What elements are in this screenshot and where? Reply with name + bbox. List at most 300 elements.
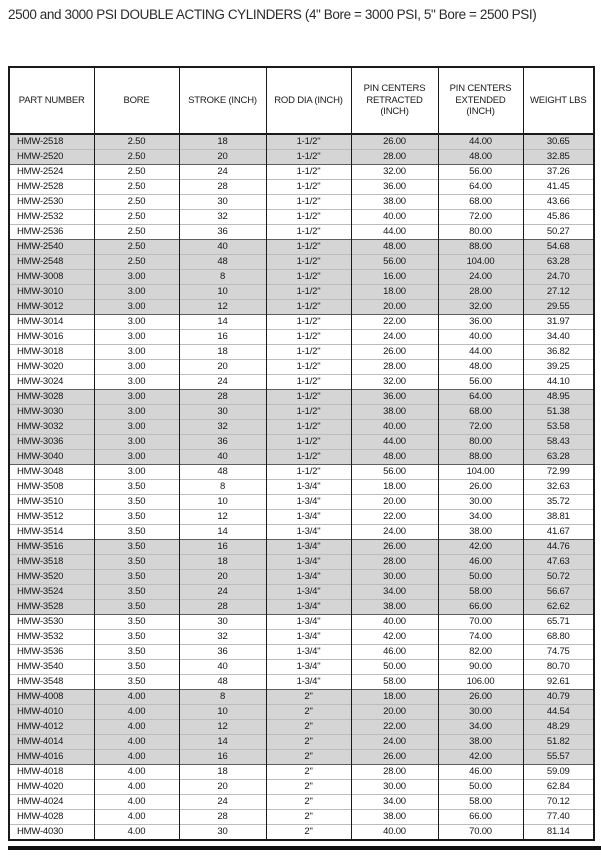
- column-header: WEIGHT LBS: [523, 67, 594, 134]
- table-cell: 34.00: [438, 720, 523, 735]
- table-cell: 32.85: [523, 150, 594, 165]
- table-cell: 1-1/2": [266, 330, 351, 345]
- table-cell: 26.00: [351, 134, 438, 150]
- table-cell: 3.00: [94, 300, 179, 315]
- table-cell: 2.50: [94, 134, 179, 150]
- part-number-cell: HMW-3010: [9, 285, 94, 300]
- table-cell: 44.00: [351, 225, 438, 240]
- table-cell: 48.00: [351, 450, 438, 465]
- table-cell: 4.00: [94, 690, 179, 705]
- table-cell: 1-1/2": [266, 255, 351, 270]
- table-cell: 4.00: [94, 735, 179, 750]
- table-cell: 43.66: [523, 195, 594, 210]
- table-cell: 10: [179, 705, 266, 720]
- table-cell: 59.09: [523, 765, 594, 780]
- column-header: PIN CENTERS EXTENDED (INCH): [438, 67, 523, 134]
- table-cell: 8: [179, 270, 266, 285]
- table-cell: 3.50: [94, 660, 179, 675]
- table-cell: 28.00: [351, 765, 438, 780]
- table-cell: 64.00: [438, 180, 523, 195]
- table-cell: 1-1/2": [266, 405, 351, 420]
- table-cell: 22.00: [351, 315, 438, 330]
- table-cell: 24: [179, 585, 266, 600]
- table-cell: 12: [179, 720, 266, 735]
- part-number-cell: HMW-4020: [9, 780, 94, 795]
- table-cell: 50.27: [523, 225, 594, 240]
- table-cell: 48: [179, 255, 266, 270]
- table-cell: 18: [179, 134, 266, 150]
- table-cell: 1-1/2": [266, 134, 351, 150]
- table-cell: 77.40: [523, 810, 594, 825]
- table-cell: 66.00: [438, 600, 523, 615]
- table-cell: 20.00: [351, 705, 438, 720]
- part-number-cell: HMW-2524: [9, 165, 94, 180]
- table-cell: 32.00: [351, 375, 438, 390]
- table-cell: 20: [179, 570, 266, 585]
- table-cell: 72.00: [438, 210, 523, 225]
- part-number-cell: HMW-4008: [9, 690, 94, 705]
- table-row: [9, 825, 594, 841]
- table-cell: 24.00: [351, 735, 438, 750]
- table-cell: 22.00: [351, 510, 438, 525]
- table-cell: 1-3/4": [266, 510, 351, 525]
- table-cell: 1-1/2": [266, 225, 351, 240]
- table-cell: 37.26: [523, 165, 594, 180]
- table-cell: 2.50: [94, 165, 179, 180]
- table-cell: 48.00: [438, 360, 523, 375]
- table-cell: 54.68: [523, 240, 594, 255]
- part-number-cell: HMW-3008: [9, 270, 94, 285]
- table-cell: 1-1/2": [266, 180, 351, 195]
- table-cell: 2": [266, 735, 351, 750]
- table-cell: 18.00: [351, 285, 438, 300]
- part-number-cell: HMW-3012: [9, 300, 94, 315]
- table-row: [9, 780, 594, 795]
- table-cell: 34.40: [523, 330, 594, 345]
- part-number-cell: HMW-3020: [9, 360, 94, 375]
- table-cell: 70.00: [438, 615, 523, 630]
- table-cell: 48.29: [523, 720, 594, 735]
- table-cell: 2": [266, 810, 351, 825]
- table-cell: 30.00: [438, 705, 523, 720]
- table-cell: 3.50: [94, 675, 179, 690]
- table-cell: 34.00: [351, 795, 438, 810]
- table-cell: 44.00: [438, 134, 523, 150]
- part-number-cell: HMW-2532: [9, 210, 94, 225]
- table-cell: 28: [179, 600, 266, 615]
- part-number-cell: HMW-3032: [9, 420, 94, 435]
- cylinder-spec-table: [8, 66, 595, 841]
- part-number-cell: HMW-3528: [9, 600, 94, 615]
- table-cell: 28.00: [351, 150, 438, 165]
- table-cell: 42.00: [438, 540, 523, 555]
- table-cell: 4.00: [94, 705, 179, 720]
- table-cell: 56.00: [351, 255, 438, 270]
- table-cell: 10: [179, 285, 266, 300]
- table-cell: 88.00: [438, 240, 523, 255]
- table-cell: 3.00: [94, 390, 179, 405]
- part-number-cell: HMW-3520: [9, 570, 94, 585]
- table-cell: 32.63: [523, 480, 594, 495]
- table-cell: 18: [179, 765, 266, 780]
- table-row: [9, 150, 594, 165]
- table-cell: 56.00: [438, 165, 523, 180]
- table-cell: 1-1/2": [266, 300, 351, 315]
- part-number-cell: HMW-3514: [9, 525, 94, 540]
- table-cell: 36.00: [351, 390, 438, 405]
- table-cell: 26.00: [351, 345, 438, 360]
- table-cell: 92.61: [523, 675, 594, 690]
- table-cell: 32: [179, 420, 266, 435]
- table-cell: 3.00: [94, 435, 179, 450]
- table-cell: 32.00: [438, 300, 523, 315]
- table-cell: 16.00: [351, 270, 438, 285]
- column-header: STROKE (INCH): [179, 67, 266, 134]
- table-cell: 4.00: [94, 810, 179, 825]
- table-cell: 39.25: [523, 360, 594, 375]
- table-row: [9, 315, 594, 330]
- table-cell: 106.00: [438, 675, 523, 690]
- table-cell: 4.00: [94, 720, 179, 735]
- table-cell: 3.50: [94, 600, 179, 615]
- table-row: [9, 615, 594, 630]
- part-number-cell: HMW-4024: [9, 795, 94, 810]
- table-cell: 2": [266, 765, 351, 780]
- table-cell: 28.00: [351, 360, 438, 375]
- part-number-cell: HMW-2536: [9, 225, 94, 240]
- table-cell: 40: [179, 240, 266, 255]
- table-cell: 1-1/2": [266, 150, 351, 165]
- table-cell: 4.00: [94, 795, 179, 810]
- table-cell: 22.00: [351, 720, 438, 735]
- table-cell: 3.00: [94, 270, 179, 285]
- table-cell: 50.00: [438, 570, 523, 585]
- table-cell: 24: [179, 375, 266, 390]
- part-number-cell: HMW-3508: [9, 480, 94, 495]
- table-row: [9, 510, 594, 525]
- table-cell: 36.00: [351, 180, 438, 195]
- table-cell: 3.00: [94, 330, 179, 345]
- table-cell: 3.00: [94, 360, 179, 375]
- part-number-cell: HMW-4030: [9, 825, 94, 841]
- table-cell: 2": [266, 825, 351, 841]
- table-cell: 3.00: [94, 375, 179, 390]
- table-cell: 40.00: [351, 420, 438, 435]
- table-cell: 16: [179, 750, 266, 765]
- table-cell: 44.76: [523, 540, 594, 555]
- bottom-rule: [8, 846, 601, 850]
- table-cell: 2.50: [94, 255, 179, 270]
- table-row: [9, 210, 594, 225]
- table-row: [9, 585, 594, 600]
- page-title: 2500 and 3000 PSI DOUBLE ACTING CYLINDERS (4" Bore = 3000 PSI, 5" Bore = 2500 PSI): [8, 7, 537, 22]
- table-cell: 44.10: [523, 375, 594, 390]
- table-cell: 2": [266, 720, 351, 735]
- table-cell: 68.00: [438, 195, 523, 210]
- table-cell: 3.50: [94, 555, 179, 570]
- table-cell: 3.50: [94, 585, 179, 600]
- table-cell: 3.50: [94, 525, 179, 540]
- table-cell: 53.58: [523, 420, 594, 435]
- table-cell: 44.00: [351, 435, 438, 450]
- table-row: [9, 705, 594, 720]
- table-cell: 1-1/2": [266, 465, 351, 480]
- part-number-cell: HMW-2520: [9, 150, 94, 165]
- table-cell: 3.50: [94, 495, 179, 510]
- table-cell: 42.00: [351, 630, 438, 645]
- table-row: [9, 240, 594, 255]
- part-number-cell: HMW-4018: [9, 765, 94, 780]
- table-row: [9, 390, 594, 405]
- table-cell: 88.00: [438, 450, 523, 465]
- table-cell: 34.00: [351, 585, 438, 600]
- table-cell: 1-3/4": [266, 645, 351, 660]
- table-cell: 28.00: [438, 285, 523, 300]
- column-header: ROD DIA (INCH): [266, 67, 351, 134]
- table-cell: 28: [179, 390, 266, 405]
- part-number-cell: HMW-3014: [9, 315, 94, 330]
- table-cell: 1-3/4": [266, 540, 351, 555]
- table-cell: 74.00: [438, 630, 523, 645]
- table-cell: 70.00: [438, 825, 523, 841]
- table-cell: 56.00: [351, 465, 438, 480]
- table-cell: 40.00: [351, 615, 438, 630]
- table-cell: 1-1/2": [266, 270, 351, 285]
- table-cell: 18.00: [351, 480, 438, 495]
- table-cell: 3.00: [94, 450, 179, 465]
- table-cell: 18.00: [351, 690, 438, 705]
- part-number-cell: HMW-4010: [9, 705, 94, 720]
- table-cell: 14: [179, 735, 266, 750]
- part-number-cell: HMW-3024: [9, 375, 94, 390]
- table-cell: 74.75: [523, 645, 594, 660]
- table-cell: 58.00: [351, 675, 438, 690]
- table-cell: 2.50: [94, 210, 179, 225]
- table-cell: 26.00: [351, 540, 438, 555]
- table-cell: 1-3/4": [266, 615, 351, 630]
- table-cell: 2": [266, 780, 351, 795]
- table-cell: 4.00: [94, 765, 179, 780]
- table-cell: 20: [179, 780, 266, 795]
- part-number-cell: HMW-3048: [9, 465, 94, 480]
- table-row: [9, 600, 594, 615]
- table-cell: 2": [266, 795, 351, 810]
- table-cell: 62.62: [523, 600, 594, 615]
- table-row: [9, 465, 594, 480]
- part-number-cell: HMW-3018: [9, 345, 94, 360]
- table-row: [9, 570, 594, 585]
- table-cell: 50.00: [438, 780, 523, 795]
- table-cell: 90.00: [438, 660, 523, 675]
- table-row: [9, 165, 594, 180]
- table-row: [9, 420, 594, 435]
- part-number-cell: HMW-3036: [9, 435, 94, 450]
- table-cell: 36: [179, 225, 266, 240]
- table-cell: 1-1/2": [266, 210, 351, 225]
- table-cell: 18: [179, 555, 266, 570]
- table-row: [9, 375, 594, 390]
- table-cell: 2.50: [94, 180, 179, 195]
- table-cell: 2.50: [94, 150, 179, 165]
- table-cell: 26.00: [438, 690, 523, 705]
- table-cell: 82.00: [438, 645, 523, 660]
- table-cell: 1-1/2": [266, 240, 351, 255]
- table-cell: 30.65: [523, 134, 594, 150]
- table-row: [9, 660, 594, 675]
- table-cell: 56.67: [523, 585, 594, 600]
- table-cell: 48.00: [351, 240, 438, 255]
- table-cell: 28: [179, 180, 266, 195]
- table-cell: 63.28: [523, 450, 594, 465]
- table-row: [9, 195, 594, 210]
- table-cell: 38.00: [351, 405, 438, 420]
- table-cell: 1-1/2": [266, 345, 351, 360]
- table-row: [9, 480, 594, 495]
- table-cell: 104.00: [438, 465, 523, 480]
- table-cell: 28: [179, 810, 266, 825]
- table-row: [9, 810, 594, 825]
- table-cell: 1-3/4": [266, 600, 351, 615]
- column-header: BORE: [94, 67, 179, 134]
- part-number-cell: HMW-3536: [9, 645, 94, 660]
- table-cell: 24.00: [351, 330, 438, 345]
- table-row: [9, 735, 594, 750]
- table-row: [9, 795, 594, 810]
- table-cell: 1-1/2": [266, 195, 351, 210]
- table-row: [9, 134, 594, 150]
- table-row: [9, 330, 594, 345]
- table-cell: 1-3/4": [266, 675, 351, 690]
- table-cell: 38.00: [351, 600, 438, 615]
- table-cell: 58.43: [523, 435, 594, 450]
- table-cell: 48.95: [523, 390, 594, 405]
- table-cell: 46.00: [438, 765, 523, 780]
- table-cell: 81.14: [523, 825, 594, 841]
- table-row: [9, 435, 594, 450]
- table-cell: 18: [179, 345, 266, 360]
- table-row: [9, 360, 594, 375]
- table-row: [9, 345, 594, 360]
- table-cell: 4.00: [94, 780, 179, 795]
- table-cell: 24.00: [438, 270, 523, 285]
- part-number-cell: HMW-3516: [9, 540, 94, 555]
- table-row: [9, 690, 594, 705]
- table-cell: 24: [179, 165, 266, 180]
- table-cell: 65.71: [523, 615, 594, 630]
- table-cell: 2": [266, 705, 351, 720]
- table-cell: 55.57: [523, 750, 594, 765]
- part-number-cell: HMW-3518: [9, 555, 94, 570]
- table-cell: 1-1/2": [266, 315, 351, 330]
- table-cell: 48: [179, 675, 266, 690]
- table-cell: 30: [179, 615, 266, 630]
- table-cell: 51.82: [523, 735, 594, 750]
- table-row: [9, 285, 594, 300]
- table-cell: 24.00: [351, 525, 438, 540]
- table-row: [9, 765, 594, 780]
- table-cell: 58.00: [438, 585, 523, 600]
- part-number-cell: HMW-2518: [9, 134, 94, 150]
- table-cell: 32: [179, 210, 266, 225]
- table-cell: 36: [179, 435, 266, 450]
- table-cell: 48: [179, 465, 266, 480]
- table-row: [9, 630, 594, 645]
- table-cell: 14: [179, 525, 266, 540]
- table-cell: 26.00: [438, 480, 523, 495]
- table-cell: 66.00: [438, 810, 523, 825]
- table-cell: 38.81: [523, 510, 594, 525]
- table-cell: 1-1/2": [266, 390, 351, 405]
- table-cell: 1-1/2": [266, 360, 351, 375]
- table-cell: 32.00: [351, 165, 438, 180]
- table-cell: 1-3/4": [266, 555, 351, 570]
- part-number-cell: HMW-4016: [9, 750, 94, 765]
- table-cell: 42.00: [438, 750, 523, 765]
- table-cell: 10: [179, 495, 266, 510]
- table-cell: 1-3/4": [266, 480, 351, 495]
- table-cell: 16: [179, 540, 266, 555]
- table-row: [9, 495, 594, 510]
- table-cell: 1-3/4": [266, 585, 351, 600]
- table-cell: 36: [179, 645, 266, 660]
- table-cell: 51.38: [523, 405, 594, 420]
- table-cell: 3.50: [94, 630, 179, 645]
- table-cell: 34.00: [438, 510, 523, 525]
- part-number-cell: HMW-4028: [9, 810, 94, 825]
- table-cell: 26.00: [351, 750, 438, 765]
- table-cell: 1-3/4": [266, 660, 351, 675]
- table-cell: 30.00: [438, 495, 523, 510]
- table-row: [9, 750, 594, 765]
- table-cell: 40: [179, 660, 266, 675]
- table-cell: 3.00: [94, 465, 179, 480]
- table-cell: 30.00: [351, 780, 438, 795]
- part-number-cell: HMW-3512: [9, 510, 94, 525]
- table-cell: 29.55: [523, 300, 594, 315]
- table-cell: 40.79: [523, 690, 594, 705]
- table-row: [9, 555, 594, 570]
- part-number-cell: HMW-4012: [9, 720, 94, 735]
- table-cell: 1-1/2": [266, 420, 351, 435]
- table-cell: 24: [179, 795, 266, 810]
- table-cell: 12: [179, 300, 266, 315]
- part-number-cell: HMW-3530: [9, 615, 94, 630]
- table-cell: 62.84: [523, 780, 594, 795]
- table-cell: 8: [179, 690, 266, 705]
- table-body: [9, 134, 594, 840]
- table-cell: 80.00: [438, 435, 523, 450]
- table-cell: 1-1/2": [266, 435, 351, 450]
- table-cell: 35.72: [523, 495, 594, 510]
- table-cell: 3.00: [94, 405, 179, 420]
- part-number-cell: HMW-2548: [9, 255, 94, 270]
- table-row: [9, 255, 594, 270]
- table-cell: 24.70: [523, 270, 594, 285]
- table-cell: 72.99: [523, 465, 594, 480]
- table-cell: 30: [179, 195, 266, 210]
- table-cell: 36.00: [438, 315, 523, 330]
- table-row: [9, 225, 594, 240]
- table-cell: 14: [179, 315, 266, 330]
- table-cell: 46.00: [351, 645, 438, 660]
- table-cell: 38.00: [351, 810, 438, 825]
- table-cell: 12: [179, 510, 266, 525]
- column-header: PIN CENTERS RETRACTED (INCH): [351, 67, 438, 134]
- part-number-cell: HMW-3030: [9, 405, 94, 420]
- table-cell: 80.00: [438, 225, 523, 240]
- table-cell: 68.80: [523, 630, 594, 645]
- table-cell: 41.67: [523, 525, 594, 540]
